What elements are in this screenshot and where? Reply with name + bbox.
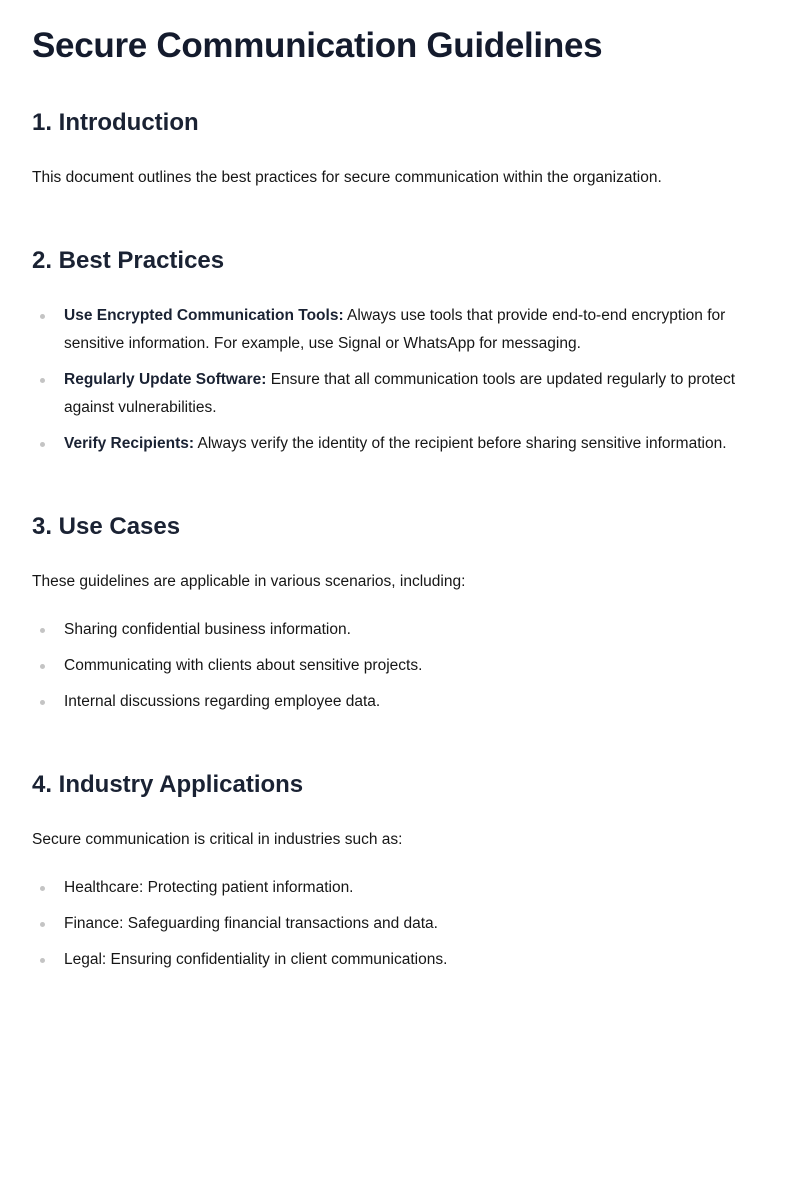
list-item <box>32 910 768 938</box>
bullet-dot-icon <box>40 442 45 447</box>
bullet-dot-icon <box>40 628 45 633</box>
best-practices-list <box>32 302 768 458</box>
bullet-dot-icon <box>40 378 45 383</box>
section-heading-introduction: 1. Introduction <box>32 109 199 136</box>
list-item <box>32 652 768 680</box>
list-item <box>32 302 768 358</box>
bullet-dot-icon <box>40 886 45 891</box>
industry-list <box>32 874 768 974</box>
use-cases-list <box>32 616 768 716</box>
bullet-dot-icon <box>40 922 45 927</box>
bullet-dot-icon <box>40 314 45 319</box>
section-heading-best-practices: 2. Best Practices <box>32 247 225 274</box>
bullet-dot-icon <box>40 664 45 669</box>
list-item-text: Internal discussions regarding employee data. <box>64 693 381 710</box>
list-item-label: Use Encrypted Communication Tools: <box>64 307 344 324</box>
bullet-dot-icon <box>40 700 45 705</box>
section-heading-industry-applications: 4. Industry Applications <box>32 771 304 798</box>
list-item-text: Always verify the identity of the recipient before sharing sensitive information. <box>194 435 727 452</box>
bullet-dot-icon <box>40 958 45 963</box>
list-item <box>32 874 768 902</box>
introduction-paragraph: This document outlines the best practices for secure communication within the organization. <box>32 169 662 186</box>
list-item-text: Sharing confidential business information. <box>64 621 351 638</box>
section-heading-use-cases: 3. Use Cases <box>32 513 181 540</box>
list-item-text: Legal: Ensuring confidentiality in client communications. <box>64 951 448 968</box>
list-item-text: Finance: Safeguarding financial transactions and data. <box>64 915 438 932</box>
list-item <box>32 616 768 644</box>
list-item-label: Verify Recipients: <box>64 435 195 452</box>
list-item <box>32 430 768 458</box>
document-title: Secure Communication Guidelines <box>32 26 603 65</box>
list-item <box>32 366 768 422</box>
list-item <box>32 688 768 716</box>
list-item-text: Always use tools that provide end-to-end encryption for sensitive information. For example, use Signal or WhatsApp for messaging. <box>64 307 726 352</box>
list-item-text: Ensure that all communication tools are updated regularly to protect against vulnerabilities. <box>64 371 736 416</box>
list-item-text: Communicating with clients about sensitive projects. <box>64 657 423 674</box>
list-item-text: Healthcare: Protecting patient information. <box>64 879 354 896</box>
list-item-label: Regularly Update Software: <box>64 371 267 388</box>
list-item <box>32 946 768 974</box>
industry-paragraph: Secure communication is critical in industries such as: <box>32 831 403 848</box>
use-cases-paragraph: These guidelines are applicable in various scenarios, including: <box>32 573 466 590</box>
